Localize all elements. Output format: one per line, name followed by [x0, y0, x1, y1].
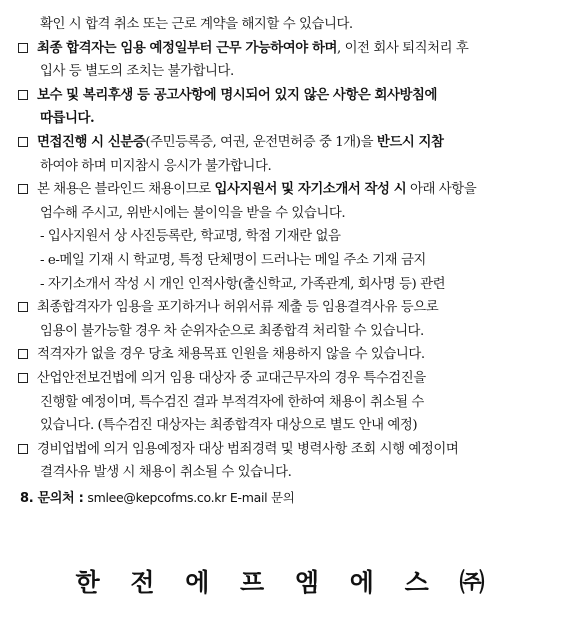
- note-item-company-policy: [12, 84, 560, 108]
- note-text: 적격자가 없을 경우 당초 채용목표 인원을 채용하지 않을 수 있습니다.: [37, 347, 425, 363]
- note-bold-text: 반드시 지참: [376, 133, 444, 150]
- company-name: 한 전 에 프 엠 에 스 ㈜: [75, 568, 496, 597]
- checkbox-icon: [18, 137, 28, 147]
- note-bold-text: 면접진행 시 신분증: [37, 133, 146, 150]
- note-text: (주민등록증, 여권, 운전면허증 중 1개)을: [145, 134, 377, 150]
- note-item-id-card: [12, 131, 560, 155]
- note-item-no-eligible: [12, 343, 560, 367]
- note-bold-text: 보수 및 복리후생 등 공고사항에 명시되어 있지 않은 사항은 회사방침에: [37, 86, 437, 103]
- note-item-final-pass: [12, 296, 560, 320]
- note-text: 경비업법에 의거 임용예정자 대상 범죄경력 및 병력사항 조회 시행 예정이며: [37, 441, 459, 457]
- notes-line: 확인 시 합격 취소 또는 근로 계약을 해지할 수 있습니다.: [40, 17, 353, 32]
- note-item-blind-hiring: [12, 178, 560, 202]
- note-sub-item: - 입사지원서 상 사진등록란, 학교명, 학점 기재란 없음: [40, 229, 341, 245]
- checkbox-icon: [18, 184, 28, 194]
- note-sub-item: - e-메일 기재 시 학교명, 특정 단체명이 드러나는 메일 주소 기재 금지: [40, 252, 426, 268]
- note-item-start-date: [12, 37, 560, 61]
- checkbox-icon: [18, 349, 28, 359]
- notes-section: [12, 13, 560, 485]
- note-item-health-check: [12, 367, 560, 391]
- checkbox-icon: [18, 43, 28, 53]
- note-bold-text: 입사지원서 및 자기소개서 작성 시: [214, 181, 407, 198]
- note-text: 아래 사항을: [406, 182, 477, 198]
- note-bold-text: 따릅니다.: [40, 110, 95, 127]
- note-text: 최종합격자가 임용을 포기하거나 허위서류 제출 등 임용결격사유 등으로: [37, 300, 439, 316]
- note-bold-text: 최종 합격자는 임용 예정일부터 근무 가능하여야 하며: [37, 39, 337, 56]
- checkbox-icon: [18, 373, 28, 383]
- contact-email-link[interactable]: smlee@kepcofms.co.kr: [87, 490, 227, 505]
- contact-suffix: E-mail 문의: [229, 490, 295, 505]
- note-item-security-check: [12, 438, 560, 462]
- contact-line: [20, 487, 295, 510]
- note-text: 산업안전보건법에 의거 임용 대상자 중 교대근무자의 경우 특수검진을: [37, 370, 426, 386]
- note-continuation: 입사 등 별도의 조치는 불가합니다.: [40, 64, 234, 80]
- checkbox-icon: [18, 302, 28, 312]
- note-continuation: 엄수해 주시고, 위반시에는 불이익을 받을 수 있습니다.: [40, 205, 346, 221]
- checkbox-icon: [18, 90, 28, 100]
- note-continuation: 결격사유 발생 시 채용이 취소될 수 있습니다.: [40, 465, 292, 481]
- note-sub-item: - 자기소개서 작성 시 개인 인적사항(출신학교, 가족관계, 회사명 등) 관련: [40, 276, 446, 292]
- note-continuation: 진행할 예정이며, 특수검진 결과 부적격자에 한하여 채용이 취소될 수: [40, 394, 424, 410]
- checkbox-icon: [18, 444, 28, 454]
- note-continuation: 있습니다. (특수검진 대상자는 최종합격자 대상으로 별도 안내 예정): [40, 418, 418, 434]
- note-continuation: [12, 107, 560, 131]
- contact-heading: 8. 문의처 :: [20, 491, 84, 506]
- note-continuation: 임용이 불가능할 경우 차 순위자순으로 최종합격 처리할 수 있습니다.: [40, 323, 424, 339]
- note-text: , 이전 회사 퇴직처리 후: [336, 40, 469, 56]
- note-continuation: 하여야 하며 미지참시 응시가 불가합니다.: [40, 158, 272, 174]
- note-text: 본 채용은 블라인드 채용이므로: [37, 182, 215, 198]
